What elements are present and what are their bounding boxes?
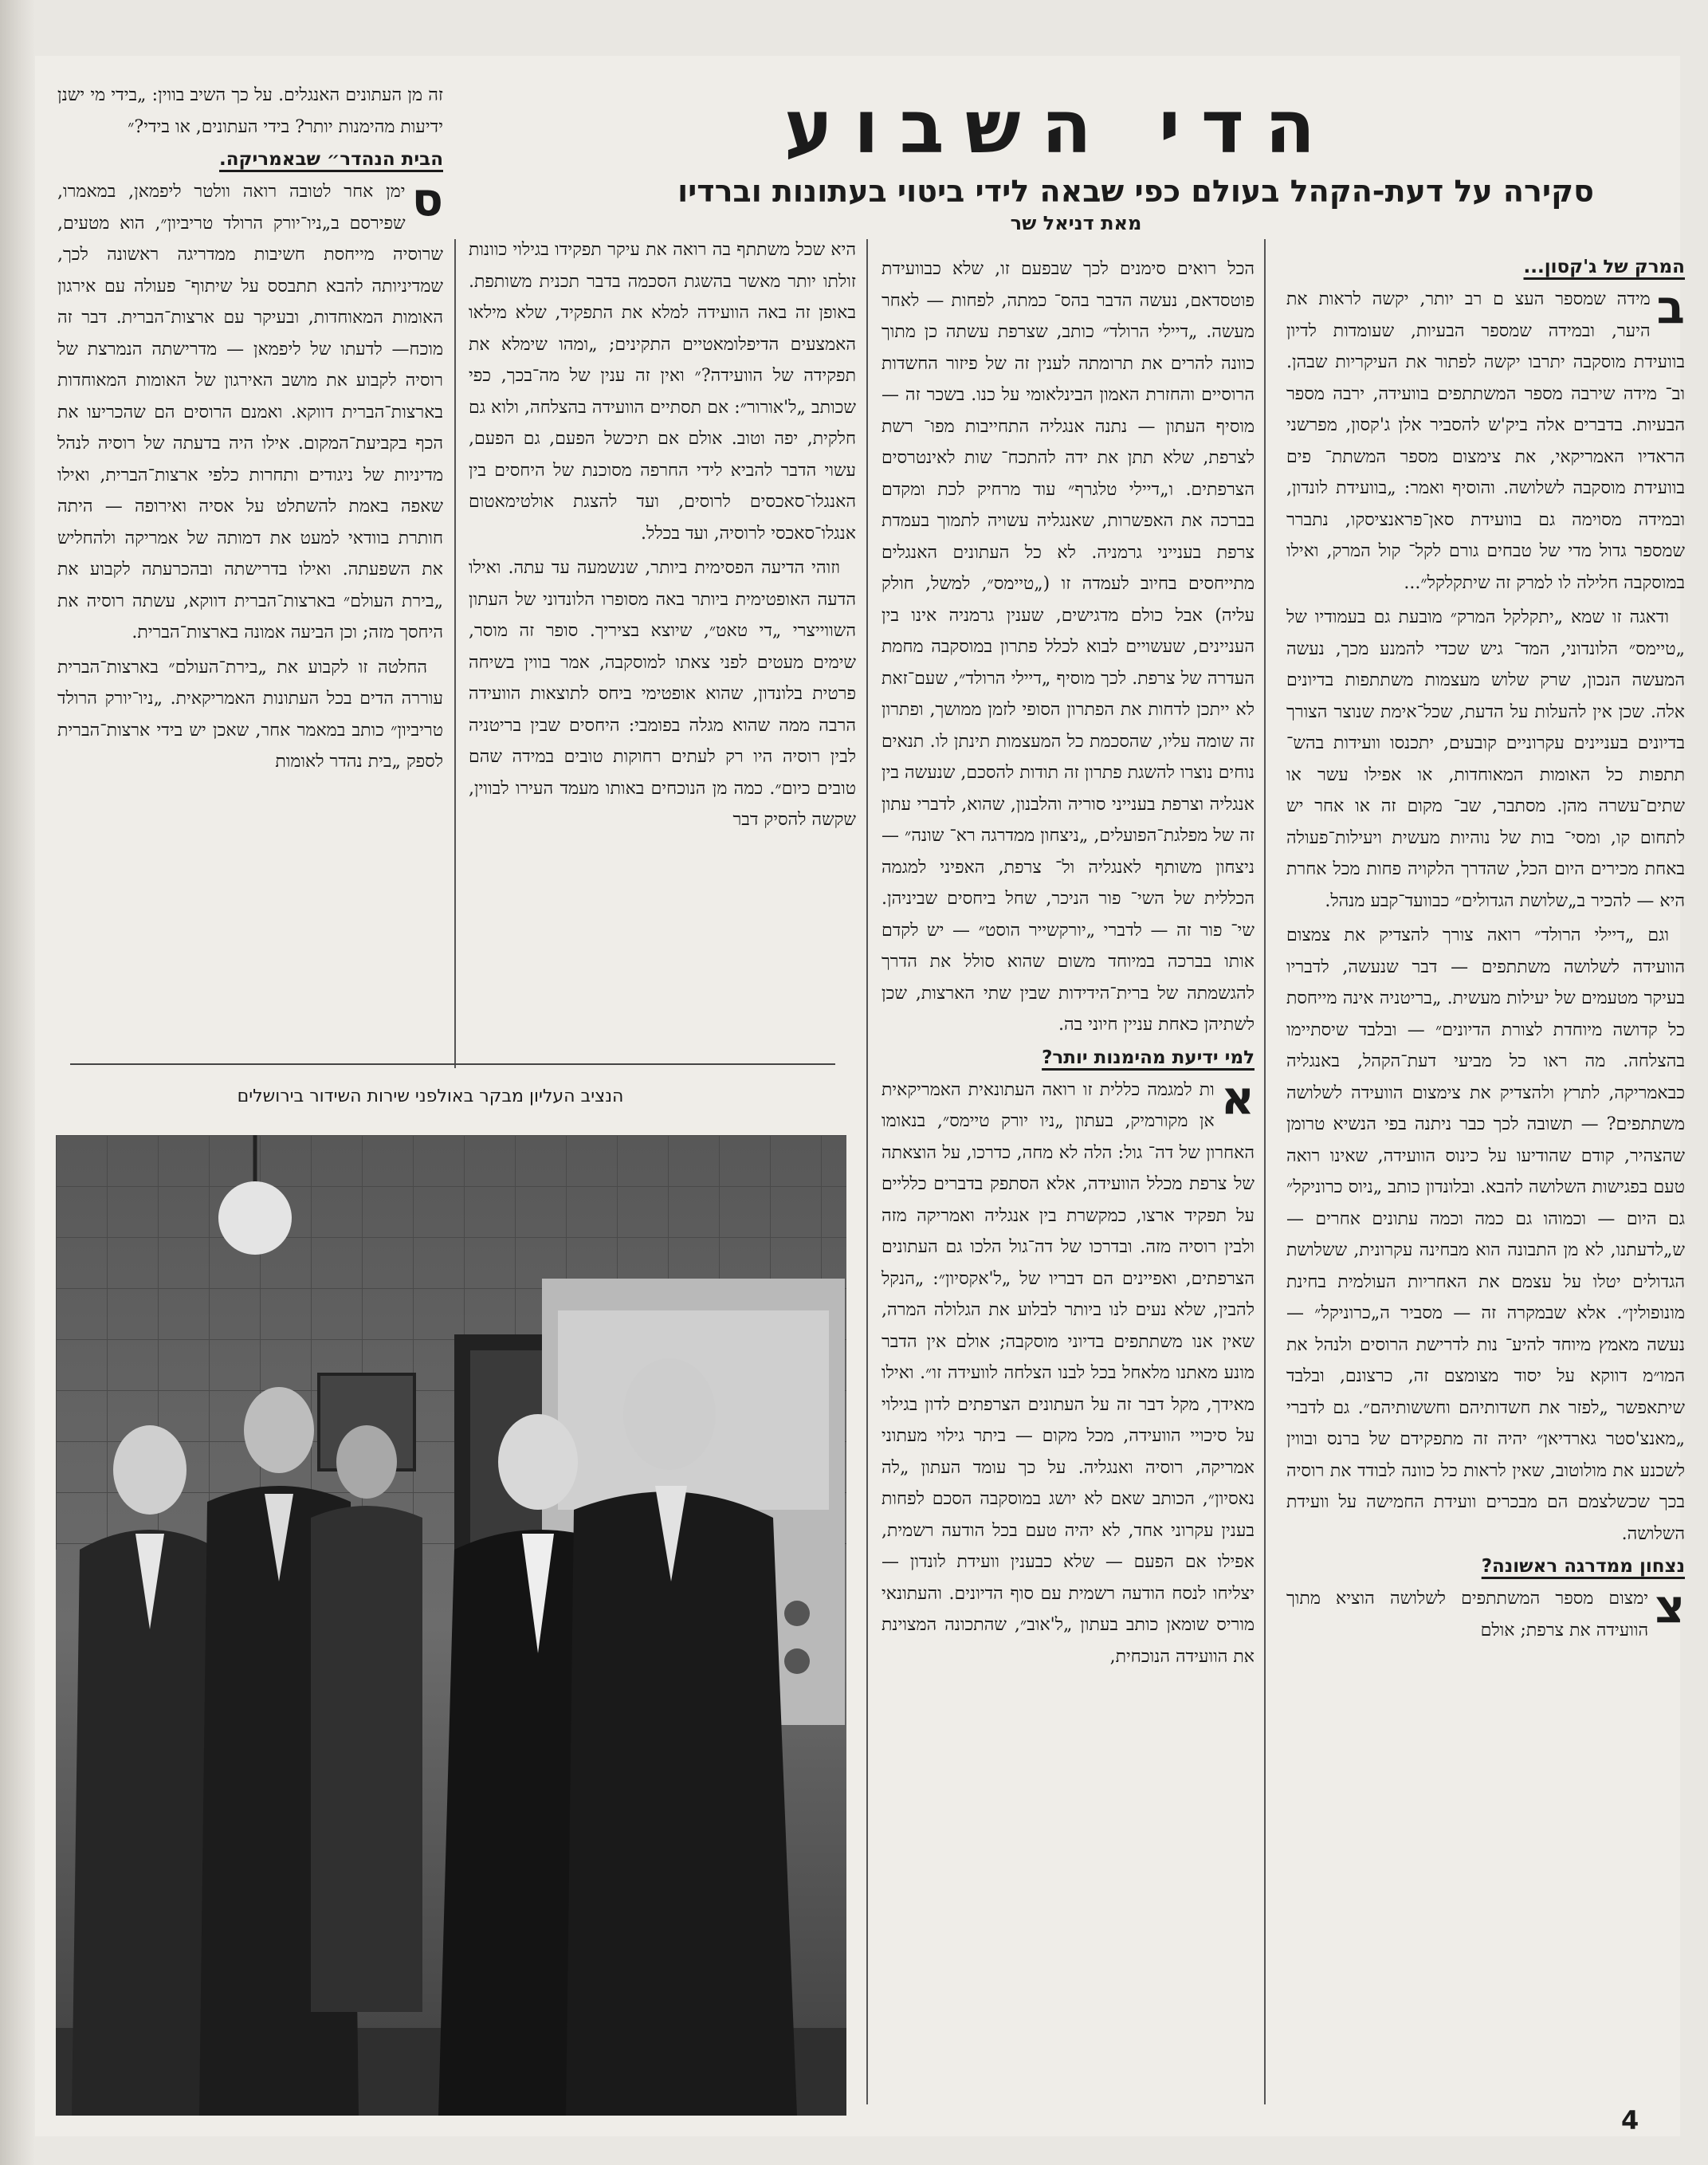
photo-illustration	[56, 1135, 846, 2116]
paragraph: החלטה זו לקבוע את „בירת־העולם״ בארצות־הברית עוררה הדים בכל העתונות האמריקאית. „ניו־יורק הרולד טריביון״ כותב במאמר אחר, שאכן יש בידי ארצות־הברית לספק „בית נהדר לאומות	[57, 657, 443, 772]
section-heading: הבית הנהדר״ שבאמריקה.	[219, 149, 443, 170]
paragraph-text: מידה שמספר העצ ם רב יותר, יקשה לראות את היער, ובמידה שמספר הבעיות, שעומדות לדיון בוועידת מוסקבה יתרבו יקשה לפתור את העיקריות שבהן. וב־ מידה שירבה מספר המשתתפים בוועידה, ירבה מספר הבעיות. בדברים אלה ביק'ש להסביר אלן ג'קסון, מפרשני הראדיו האמריקאי, את צימצום מספר המשתת־ פים בוועידת מוסקבה לשלושה. והוסיף ואמר: „בוועידת לונדון, ובמידה מסוימה גם בוועידת סאן־פראנציסקו, נתברר שמספר גדול מדי של טבחים גורם לקל־ קול המרק, ואילו במוסקבה חלילה לו למרק זה שיתקלקל״...	[1286, 289, 1685, 593]
photo-top-rule	[70, 1063, 835, 1065]
paragraph-text: ות למגמה כללית זו רואה העתונאית האמריקאית אן מקורמיק, בעתון „ניו יורק טיימס״, בנאומו האחרון של דה־ גול: הלה לא מחה, כדרכו, על הוצאתה של צרפת מכלל הוועידה, אלא הסתפק בדברים כלליים על תפקיד ארצו, כמקשרת בין אנגליה ואמריקה מזה ולבין רוסיה מזה. ובדרכו של דה־גול הלכו גם העתונים הצרפתים, ואפיינים הם דבריו של „ל'אקסיון״: „הנקל להבין, שלא נעים לנו ביותר לבלוע את הגלולה המרה, שאין אנו משתתפים בדיוני מוסקבה; אולם אין הדבר מונע מאתנו מלאחל בכל לבנו הצלחה לוועידה זו״. ואילו מאידך, מקל דבר זה על העתונים הצרפתים לדון בגילוי על סיכויי הוועידה, מכל מקום — ביתר גילוי מעתוני אמריקה, רוסיה ואנגליה. על כך עומד העתון „לה נאסיון״, הכותב שאם לא יושג במוסקבה הסכם לפחות בענין עקרוני אחד, לא יהיה טעם בכל הודעה רשמית, אפילו אם הפעם — שלא כבענין וועידת לונדון — יצליחו לנסח הודעה רשמית עם סוף הדיונים. והעתונאי מוריס שומאן כותב בעתון „ל'אוב״, שהתכונה המצוינת את הוועידה הנוכחית,	[881, 1079, 1254, 1667]
article-column-1	[1286, 253, 1685, 2104]
page-title: הדי השבוע	[783, 84, 1337, 170]
section-heading: למי ידיעת מהימנות יותר?	[1042, 1047, 1254, 1068]
paragraph-text: ימן אחר לטובה רואה וולטר ליפמאן, במאמרו, שפירסם ב„ניו־יורק הרולד טריביון״, הוא מטעים, שרוסיה מייחסת חשיבות ממדריגה ראשונה לכך, שמדיניותה להבא תתבסס על שיתוף־ פעולה עם אירגון האומות המאוחדות, ובעיקר עם ארצות־הברית. דבר זה מוכח— לדעתו של ליפמאן — מדרישתה הנמרצת של רוסיה לקבוע את מושב האירגון של האומות המאוחדות בארצות־הברית דווקא. ואמנם הרוסים הם שהכריעו את הכף בקביעת־המקום. אילו היה בדעתה של רוסיה לנהל מדיניות של ניגודים ותחרות כלפי ארצות־הברית, ואילו שאפה באמת להשתלט על אסיה ואירופה — היתה חותרת בוודאי למעט את דמותה של אמריקה ולהחליש את השפעתה. ואילו בדרישתה ובהכרעתה לקבוע את „בירת העולם״ בארצות־הברית דווקא, עשתה רוסיה את היחסך מזה; וכן הביעה אמונה בארצות־הברית.	[57, 182, 443, 642]
paragraph	[57, 172, 443, 649]
page-binding	[0, 0, 35, 2165]
paragraph	[881, 1070, 1254, 1673]
article-column-2	[881, 253, 1254, 2104]
news-photo	[56, 1135, 846, 2116]
page-subtitle: סקירה על דעת-הקהל בעולם כפי שבאה לידי ביטוי בעתונות וברדיו	[677, 174, 1594, 209]
paragraph: הכל רואים סימנים לכך שבפעם זו, שלא כבוועידת פוטסדאם, נעשה הדבר בהס־ כמתה, לפחות — לאחר מעשה. „דיילי הרולד״ כותב, שצרפת עשתה כן מתוך כוונה להרים את תרומתה לענין זה של פיזור החשדות הרוסיים והחזרת האמון הבינלאומי על כנו. בשכר זה — מוסיף העתון — נתנה אנגליה התחייבות מפו־ רשת לצרפת, שלא תתן את ידה להתכח־ שות לאינטרסים הצרפתים. ו„דיילי טלגרף״ עוד מרחיק לכת ומקדם בברכה את האפשרות, שאנגליה עשויה לתמוך בעמדת צרפת בענייני גרמניה. לא כל העתונים האנגלים מתייחסים בחיוב לעמדה זו („טיימס״, למשל, חולק עליה) אבל כולם מדגישים, שענין גרמניה אינו בין העניינים, שעשויים לבוא לכלל פתרון במוסקבה מחמת העדרה של צרפת. לכך מוסיף „דיילי הרולד״, שעם־זאת לא ייתכן לדחות את הפתרון הסופי לזמן ממושך, ופתרון זה שומה עליו, שהסכמת כל המעצמות תינתן לו. תנאים נוחים נוצרו להשגת פתרון זה תודות להסכם, שנעשה בין אנגליה וצרפת בענייני סוריה והלבנון, שהוא, לדברי עתון זה של מפלגת־הפועלים, „ניצחון ממדרגה רא־ שונה״ — ניצחון משותף לאנגליה ול־ צרפת, האפיני למגמה הכללית של השי־ פור הניכר, שחל ביחסים שביניהן. שי־ פור זה — לדברי „יורקשייר הוסט״ — יש לקדם אותו בברכה במיוחד משום שהוא סולל את הדרך להגשמתה של ברית־הידידות שבין שתי הארצות, שכן לשתיהן כאחת עניין חיוני בה.	[881, 259, 1254, 1035]
paragraph	[1286, 280, 1685, 599]
photo-caption: הנציב העליון מבקר באולפני שירות השידור בירושלים	[237, 1086, 624, 1106]
drop-cap: ב	[1656, 280, 1685, 334]
section-heading: נצחון ממדרגה ראשונה?	[1481, 1556, 1685, 1577]
column-rule	[454, 239, 456, 1068]
paragraph: היא שכל משתתף בה רואה את עיקר תפקידו בגילוי כוונות זולתו יותר מאשר בהשגת הסכמה בדבר תכנית משותפת. באופן זה באה הוועידה למלא את התפקיד, שלא מילאו האמצעים הדיפלומאטיים התקינים; „ומהו שימלא את תפקידה של הוועידה?״ ואין זה ענין של מה־בכך, כפי שכותב „ל'אורור״: אם תסתיים הוועידה בהצלחה, ולוא גם חלקית, יפה וטוב. אולם אם תיכשל הפעם, גם הפעם, עשוי הדבר להביא לידי החרפה מסוכנת של היחסים בין האנגלו־סאכסים לרוסים, ועד להצגת אולטימאטום אנגלו־סאכסי לרוסיה, ועד בכלל.	[469, 240, 856, 544]
paragraph-text: ימצום מספר המשתתפים לשלושה הוציא מתוך הוועידה את צרפת; אולם	[1286, 1589, 1649, 1640]
paragraph	[1286, 1579, 1685, 1646]
column-rule	[1264, 239, 1266, 2104]
article-column-3	[469, 234, 856, 1059]
page-number: 4	[1621, 2105, 1639, 2136]
article-column-4	[57, 80, 443, 1059]
paragraph: וגם „דיילי הרולד״ רואה צורך להצדיק את צמצום הוועידה לשלושה משתתפים — דבר שנעשה, לדבריו בעיקר מטעמים של יעילות מעשית. „בריטניה אינה מייחסת כל קדושה מיוחדת לצורת הדיונים״ — ובלבד שיסתיימו בהצלחה. מה ראו כל מביעי דעת־הקהל, באנגליה כבאמריקה, לתרץ ולהצדיק את צימצום הוועידה לשלושה משתתפים? — תשובה לכך כבר ניתנה בפי הנשיא טרומן שהצהיר, קודם שהודיעו על כינוס הוועידה, שאינו רואה טעם בפגישות השלושה להבא. ובלונדון כותב „ניוס כרוניקל״ גם היום — וכמוהו גם כמה וכמה עתונים אחרים — ש„לדעתנו, לא מן התבונה הוא מבחינה עקרונית, ששלושת הגדולים יטלו על עצמם את האחריות העולמית בחינת מונופולין״. אלא שבמקרה זה — מסביר ה„כרוניקל״ — נעשה מאמץ מיוחד להיע־ נות לדרישת הרוסים ולנהל את המו״מ דווקא על יסוד מצומצם זה, כרצונם, ובלבד שיתאפשר „לפזר את חשדותיהם וחששותיהם״. גם לדברי „מאנצ'סטר גארדיאן״ יהיה זה מתפקידם של ברנס ובווין לשכנע את מולוטוב, שאין לראות כל כוונה לבודד את רוסיה בכך שכשלצמם הם מבכרים וועידת החמישה על וועידת השלושה.	[1286, 925, 1685, 1544]
paragraph: זה מן העתונים האנגלים. על כך השיב בווין: „בידי מי ישנן ידיעות מהימנות יותר? בידי העתונים, או בידי?״	[57, 85, 443, 137]
drop-cap: א	[1220, 1070, 1254, 1125]
drop-cap: צ	[1655, 1579, 1685, 1633]
paragraph: וזוהי הדיעה הפסימית ביותר, שנשמעה עד עתה. ואילו הדעה האופטימית ביותר באה מסופרו הלונדוני של העתון השווייצרי „די טאט״, שיוצא בציריך. סופר זה מוסר, שימים מעטים לפני צאתו למוסקבה, אמר בווין בשיחה פרטית בלונדון, שהוא אופטימי ביחס לתוצאות הוועידה הרבה ממה שהוא מגלה בפומבי: היחסים שבין בריטניה לבין רוסיה היו רק לעתים רחוקות טובים במידה שהם טובים כיום״. כמה מן הנוכחים באותו מעמד העירו לבווין, שקשה להסיק דבר	[469, 558, 856, 830]
byline: מאת דניאל שר	[1010, 212, 1142, 234]
section-heading: המרק של ג'קסון...	[1523, 257, 1685, 277]
paragraph: ודאגה זו שמא „יתקלקל המרק״ מובעת גם בעמודיו של „טיימס״ הלונדוני, המד־ גיש שכדי להמנע מכך, נעשה המעשה הנכון, שרק שלוש מעצמות משתתפות בדיונים אלה. שכן אין להעלות על הדעת, שכל־אימת שנוצר הצורך בדיונים בעניינים עקרוניים קובעים, יתכנסו וועידות בהש־ תתפות כל האומות המאוחדות, או אפילו עשר או שתים־עשרה מהן. מסתבר, שב־ מקום זה או אחר יש לתחום קו, ומסי־ בות של נוהיות מעשית ויעילות־פעולה באחת מכירים היום הכל, שהדרך הלקויה פחות מכל אחרת היא — להכיר ב„שלושת הגדולים״ כבוועד־קבע מנהל.	[1286, 607, 1685, 911]
column-rule	[866, 239, 868, 2104]
drop-cap: ס	[411, 172, 443, 226]
